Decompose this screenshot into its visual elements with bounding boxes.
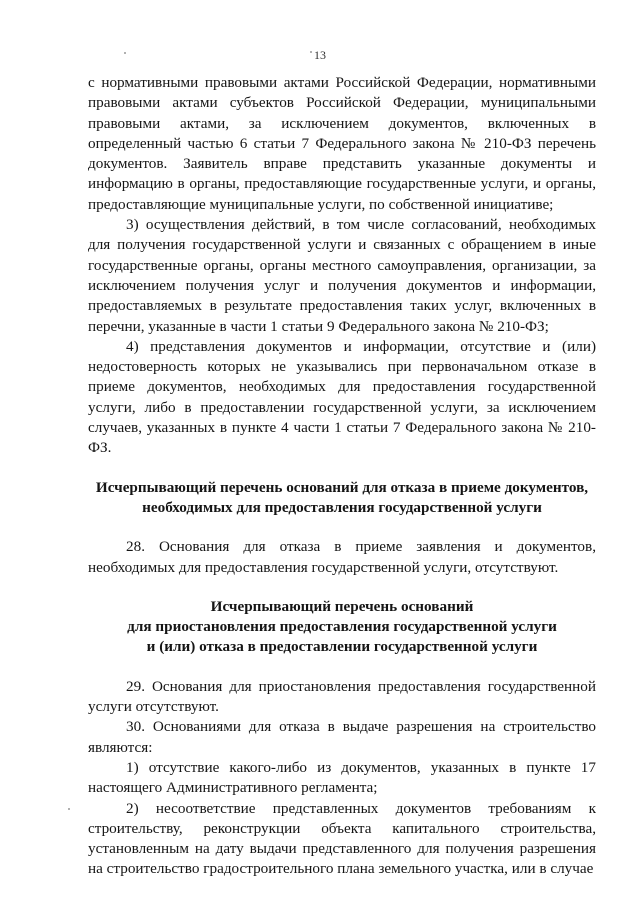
heading-line: Исчерпывающий перечень оснований [210, 597, 474, 615]
paragraph-continuation: с нормативными правовыми актами Российской Федерации, нормативными правовыми актами субъектов Российской Федерации, муниципальными правовыми актами, за исключением документов, включенных в определенный частью 6 статьи 7 Федерального закона № 210-ФЗ перечень документов. Заявитель вправе представить указанные документы и информацию в органы, предоставляющие государственные услуги, и органы, предоставляющие муниципальные услуги, по собственной инициативе; [88, 74, 596, 213]
paragraph-item-4: 4) представления документов и информации, отсутствие и (или) недостоверность которых не указывались при первоначальном отказе в приеме документов, необходимых для предоставления государственной услуги, либо в предоставлении государственной услуги, за исключением случаев, указанных в пункте 4 части 1 статьи 7 Федерального закона № 210-ФЗ. [88, 337, 596, 457]
heading-line: и (или) отказа в предоставлении государственной услуги [146, 638, 538, 656]
paragraph-30: 30. Основаниями для отказа в выдаче разрешения на строительство являются: [88, 718, 596, 756]
scan-speck [68, 808, 70, 810]
scan-speck [310, 51, 312, 53]
scan-speck [124, 52, 126, 54]
document-body [88, 73, 596, 880]
section-heading-refusal-documents [88, 478, 596, 519]
heading-line: для приостановления предоставления государственной услуги [127, 618, 557, 636]
paragraph-28: 28. Основания для отказа в приеме заявления и документов, необходимых для предоставления государственной услуги, отсутствуют. [88, 538, 596, 576]
section-heading-suspension-refusal [88, 597, 596, 658]
heading-line: необходимых для предоставления государственной услуги [142, 498, 542, 516]
paragraph-item-3: 3) осуществления действий, в том числе согласований, необходимых для получения государственной услуги и связанных с обращением в иные государственные органы, органы местного самоуправления, организации, за исключением получения услуг и получения документов и информации, предоставляемых в результате предоставления таких услуг, включенных в перечни, указанные в части 1 статьи 9 Федерального закона № 210-ФЗ; [88, 216, 596, 335]
page-number: 13 [314, 48, 326, 62]
heading-line: Исчерпывающий перечень оснований для отказа в приеме документов, [95, 478, 589, 496]
paragraph-29: 29. Основания для приостановления предоставления государственной услуги отсутствуют. [88, 677, 596, 716]
paragraph-30-item-1: 1) отсутствие какого-либо из документов, указанных в пункте 17 настоящего Административного регламента; [88, 758, 596, 797]
paragraph-30-item-2: 2) несоответствие представленных документов требованиям к строительству, реконструкции объекта капитального строительства, установленным на дату выдачи представленного для получения разрешения на строительство градостроительного плана земельного участка, или в случае [88, 799, 596, 878]
